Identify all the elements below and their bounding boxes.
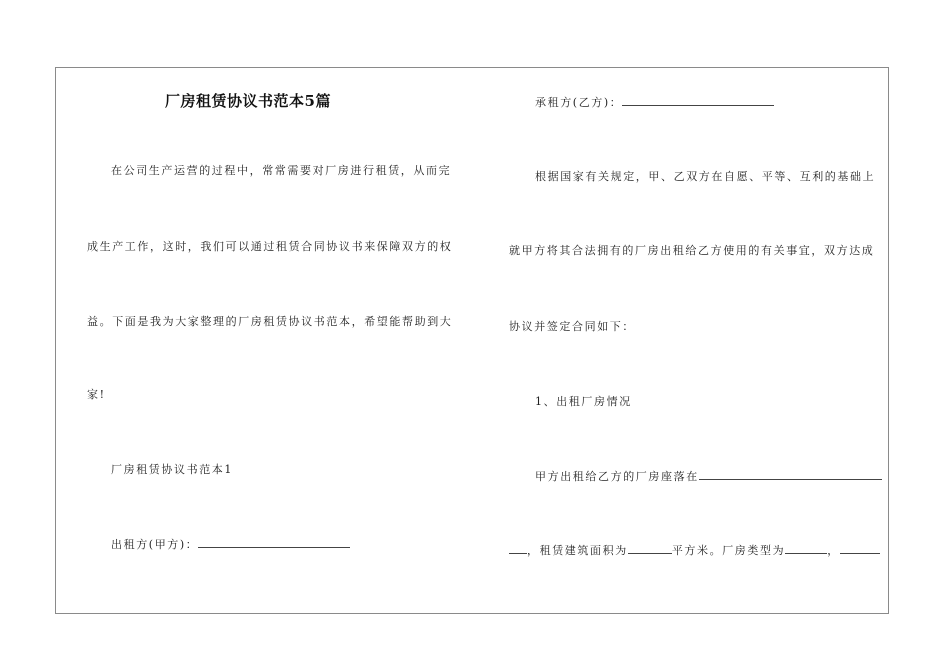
intro-paragraph-line-3: 益。下面是我为大家整理的厂房租赁协议书范本，希望能帮助到大 xyxy=(87,315,453,328)
lessor-line xyxy=(111,536,350,552)
trailing-blank xyxy=(840,542,880,554)
rental-area-blank xyxy=(628,542,672,554)
document-page-frame xyxy=(55,67,889,614)
factory-type-blank xyxy=(785,542,827,554)
intro-paragraph-line-2: 成生产工作，这时，我们可以通过租赁合同协议书来保障双方的权 xyxy=(87,240,453,253)
intro-paragraph-line-1: 在公司生产运营的过程中，常常需要对厂房进行租赁，从而完 xyxy=(111,164,452,177)
factory-location-blank-continued xyxy=(509,542,527,554)
document-title: 厂房租赁协议书范本5篇 xyxy=(165,92,331,110)
clause-1-heading: 1、出租厂房情况 xyxy=(535,395,632,408)
intro-paragraph-line-4: 家! xyxy=(87,388,106,401)
agreement-paragraph-line-1: 根据国家有关规定，甲、乙双方在自愿、平等、互利的基础上 xyxy=(535,170,876,183)
section-heading: 厂房租赁协议书范本1 xyxy=(111,463,233,476)
lessee-line xyxy=(535,94,774,110)
lessor-blank xyxy=(198,536,350,548)
lessee-blank xyxy=(622,94,774,106)
clause-1-location-label: 甲方出租给乙方的厂房座落在 xyxy=(535,470,699,483)
agreement-paragraph-line-3: 协议并签定合同如下： xyxy=(509,320,635,333)
factory-location-blank xyxy=(699,468,882,480)
rental-area-label: ，租赁建筑面积为 xyxy=(527,544,628,557)
agreement-paragraph-line-2: 就甲方将其合法拥有的厂房出租给乙方使用的有关事宜，双方达成 xyxy=(509,244,875,257)
lessee-label: 承租方(乙方)： xyxy=(535,96,623,109)
factory-type-label: 平方米。厂房类型为 xyxy=(671,544,786,557)
lessor-label: 出租方(甲方)： xyxy=(111,538,199,551)
clause-1-line-2 xyxy=(509,542,880,558)
comma-separator: ， xyxy=(827,544,840,557)
clause-1-line-1 xyxy=(535,468,882,484)
